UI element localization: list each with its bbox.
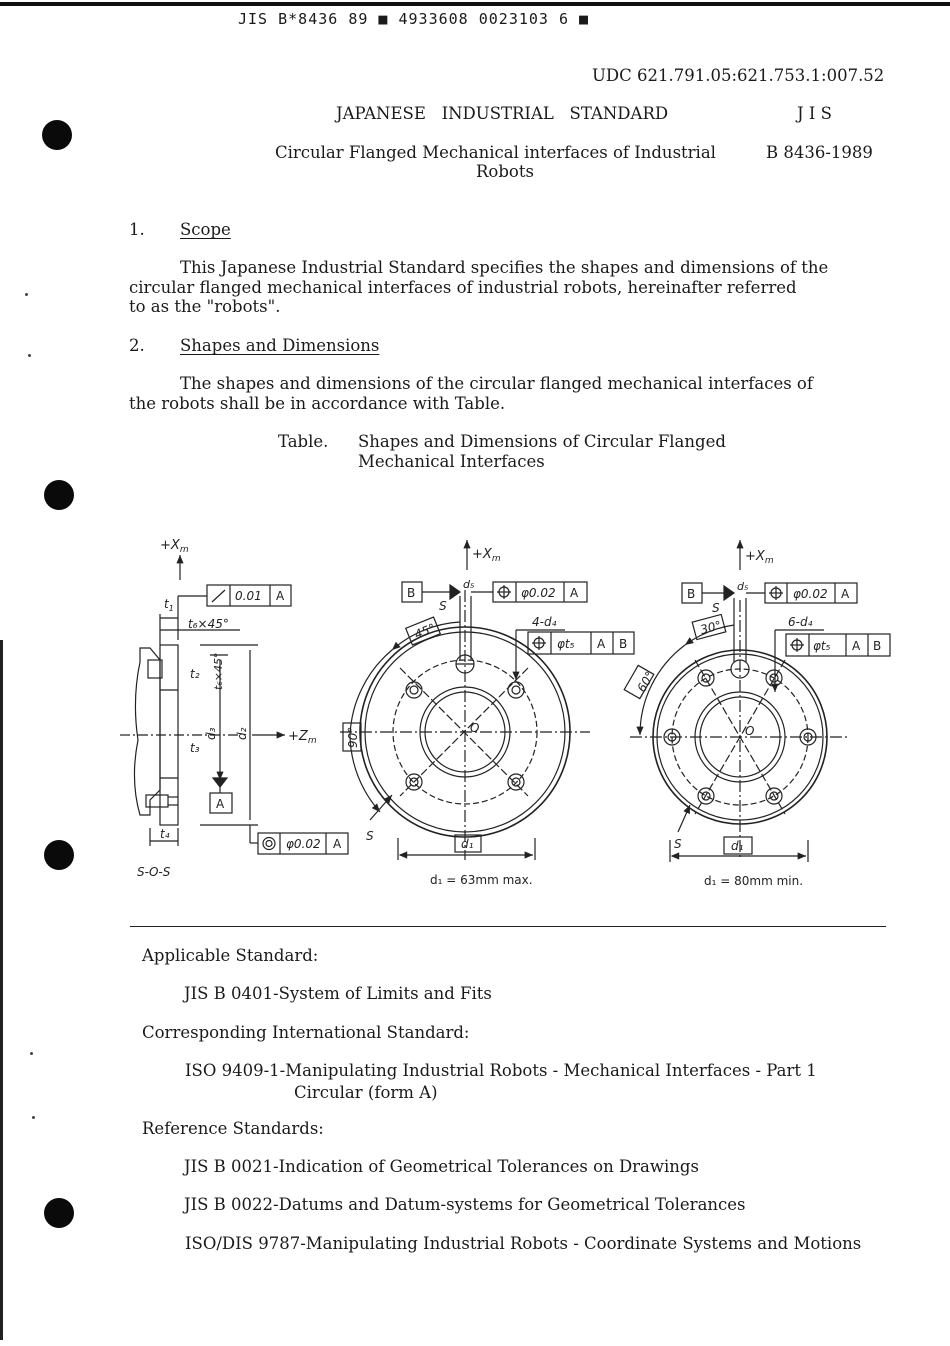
dim-t2: t₂ [190,667,200,681]
hole-count-label: 6-d₄ [788,615,813,629]
flange-caption-small: d₁ = 63mm max. [430,873,533,887]
reference-standard: ISO/DIS 9787-Manipulating Industrial Robots - Coordinate Systems and Motions [185,1234,862,1253]
reference-standard: JIS B 0021-Indication of Geometrical Tolerances on Drawings [184,1157,699,1176]
international-standard-cont: Circular (form A) [294,1083,438,1102]
flange-caption-large: d₁ = 80mm min. [704,874,804,888]
datum-b: B [687,587,696,601]
flange-4-hole [340,540,634,860]
center-label: O [745,724,755,738]
hole-tolerance: φt₅ [557,637,575,651]
hole-datum-a: A [597,637,606,651]
hole-count-label: 4-d₄ [532,615,557,629]
dim-d1: d₁ [461,837,474,851]
datum-b: B [407,586,416,600]
document-title: Circular Flanged Mechanical interfaces of Industrial [275,143,716,162]
table-caption: Shapes and Dimensions of Circular Flanged [358,432,726,451]
hole-datum-b: B [619,637,628,651]
footer-rule [130,926,886,927]
angle-90: 90° [346,726,360,748]
chamfer-label: t₆×45° [188,617,229,631]
angle-30: 30° [698,618,723,638]
dim-t4: t₄ [160,827,170,841]
document-title-cont: Robots [476,162,534,181]
table-caption: Mechanical Interfaces [358,452,545,471]
shapes-text: The shapes and dimensions of the circular flanged mechanical interfaces of [180,374,813,393]
table-label: Table. [278,432,329,451]
section-mark: S [674,837,682,851]
hole-datum-b: B [873,639,882,653]
dim-d5: d₅ [737,580,749,593]
axis-x-label: $+X_m$ [745,549,774,566]
section-view [120,538,348,879]
datum-a: A [216,797,225,811]
axis-z-label: $+Z_m$ [288,729,317,746]
section-view-label: S-O-S [137,865,171,879]
position-value: φ0.02 [521,586,556,600]
dim-t1: $t_1$ [164,597,174,613]
section-number: 1. [129,220,145,239]
dim-t3: t₃ [190,741,200,755]
dim-d3: d₃ [204,727,218,740]
section-title-shapes: Shapes and Dimensions [180,336,380,355]
chamfer-label-2: t₆×45° [212,652,225,690]
jis-mark: J I S [797,104,832,123]
applicable-standard: JIS B 0401-System of Limits and Fits [184,984,492,1003]
dim-d1: d₁ [731,839,744,853]
scan-speck [30,1052,33,1055]
dim-d5: d₅ [463,578,475,591]
flange-6-hole [624,540,890,862]
reference-standard: JIS B 0022-Datums and Datum-systems for Geometrical Tolerances [184,1195,746,1214]
scope-text: This Japanese Industrial Standard specifies the shapes and dimensions of the [180,258,829,277]
section-number: 2. [129,336,145,355]
tolerance-value: 0.01 [235,589,262,603]
angle-60: 60° [634,669,658,695]
scope-text: to as the "robots". [129,297,281,316]
udc-number: UDC 621.791.05:621.753.1:007.52 [592,66,885,85]
hole-datum-a: A [852,639,861,653]
position-datum: A [570,586,579,600]
document-code-line: JIS B*8436 89 ■ 4933608 0023103 6 ■ [238,10,590,28]
position-datum: A [841,587,850,601]
standard-number: B 8436-1989 [766,143,873,162]
applicable-standard-label: Applicable Standard: [142,946,319,965]
shapes-text: the robots shall be in accordance with Table. [129,394,506,413]
axis-x-label: $+X_m$ [160,538,189,555]
reference-standards-label: Reference Standards: [142,1119,324,1138]
organization-title: JAPANESE INDUSTRIAL STANDARD [336,104,669,123]
section-mark: S [712,601,720,615]
section-mark: S [366,829,374,843]
position-value: φ0.02 [793,587,828,601]
scope-text: circular flanged mechanical interfaces of industrial robots, hereinafter referred [129,278,797,297]
concentricity-datum: A [333,837,342,851]
hole-tolerance: φt₅ [813,639,831,653]
section-title-scope: Scope [180,220,231,239]
scan-speck [32,1116,35,1119]
international-standard: ISO 9409-1-Manipulating Industrial Robots - Mechanical Interfaces - Part 1 [185,1061,817,1080]
tolerance-datum: A [276,589,285,603]
angle-45: 45° [412,620,438,642]
concentricity-value: φ0.02 [286,837,321,851]
center-label: O [470,721,480,735]
axis-x-label: $+X_m$ [472,547,501,564]
international-standard-label: Corresponding International Standard: [142,1023,470,1042]
dim-d2: d₂ [235,727,249,740]
punch-hole [44,1198,74,1228]
section-mark: S [439,599,447,613]
